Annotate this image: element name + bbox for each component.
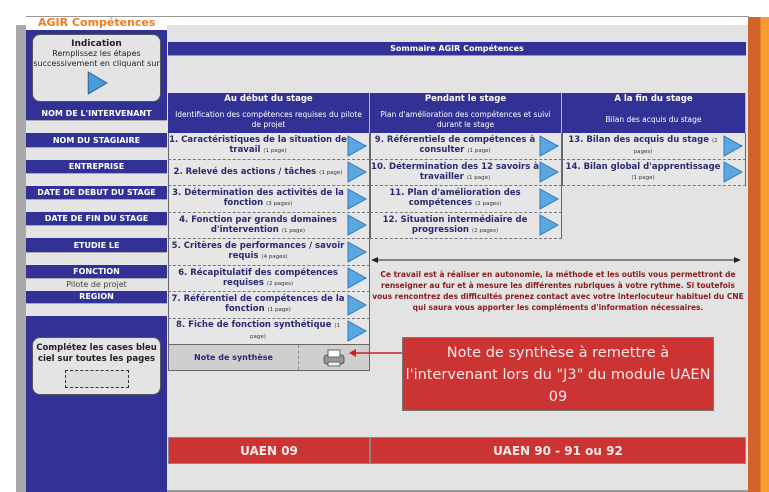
column-description: Identification des compétences requises du pilote de projet (168, 106, 370, 133)
complete-note: Complétez les cases bleu ciel sur toutes les pages (36, 343, 157, 364)
sample-input-box (65, 370, 129, 388)
summary-title: Sommaire AGIR Compétences (168, 42, 746, 56)
step-item[interactable] (370, 160, 562, 187)
main-panel (167, 25, 748, 492)
step-label: 7. Référentiel de compétences de la fonction (171, 294, 345, 315)
step-label: 10. Détermination des 12 savoirs à travailler (371, 161, 539, 182)
step-label: 2. Relevé des actions / tâches (173, 166, 317, 177)
step-label: 3. Détermination des activités de la fonction (172, 188, 344, 209)
column-header: Pendant le stage (370, 93, 562, 106)
input-etudie-le[interactable] (26, 252, 167, 265)
step-item[interactable] (168, 239, 370, 266)
go-arrow-icon[interactable] (723, 135, 743, 157)
step-pages: (1 page) (467, 148, 491, 155)
complete-note-box (32, 337, 161, 395)
uaen-09-banner: UAEN 09 (168, 437, 370, 464)
orange-stripe (748, 17, 769, 492)
input-fonction[interactable]: Pilote de projet (26, 278, 167, 291)
input-nom-du-stagiaire[interactable] (26, 147, 167, 160)
step-pages: (2 pages) (633, 137, 718, 155)
column-header: A la fin du stage (562, 93, 746, 106)
step-label: 6. Récapitulatif des compétences requises (178, 267, 338, 288)
step-item[interactable] (562, 133, 746, 160)
step-label: 12. Situation intermédiaire de progression (382, 214, 528, 235)
go-arrow-icon[interactable] (539, 188, 559, 210)
callout-note: Note de synthèse à remettre à l'intervenant lors du "J3" du module UAEN 09 (402, 337, 714, 411)
label-fonction: FONCTION (73, 267, 120, 276)
step-pages: (4 pages) (261, 254, 288, 261)
app-title: AGIR Compétences (38, 16, 156, 29)
go-arrow-icon[interactable] (347, 161, 367, 183)
label-etudie-le: ETUDIE LE (73, 241, 120, 250)
go-arrow-icon[interactable] (347, 135, 367, 157)
column-header: Au début du stage (168, 93, 370, 106)
step-item[interactable] (370, 213, 562, 240)
step-pages: (3 pages) (266, 201, 293, 208)
column-description: Plan d'amélioration des compétences et suivi durant le stage (370, 106, 562, 133)
step-label: 11. Plan d'amélioration des compétences (389, 188, 521, 209)
go-arrow-icon[interactable] (539, 161, 559, 183)
play-arrow-icon (86, 71, 108, 95)
step-pages: (2 pages) (266, 280, 293, 287)
sidebar (26, 30, 167, 492)
step-label: 4. Fonction par grands domaines d'intervention (179, 214, 337, 235)
go-arrow-icon[interactable] (347, 188, 367, 210)
input-date-de-fin-du-stage[interactable] (26, 225, 167, 238)
step-label: 13. Bilan des acquis du stage (568, 134, 709, 145)
step-label: 5. Critères de performances / savoir requis (171, 241, 345, 262)
printer-icon (321, 348, 347, 368)
step-item[interactable] (168, 186, 370, 213)
label-entreprise: ENTREPRISE (68, 162, 125, 171)
step-pages: (1 page) (281, 227, 306, 234)
go-arrow-icon[interactable] (347, 320, 367, 342)
step-item[interactable] (168, 213, 370, 240)
step-pages: (1 page) (267, 307, 291, 314)
label-nom-de-l-intervenant: NOM DE L'INTERVENANT (41, 109, 152, 118)
go-arrow-icon[interactable] (539, 214, 559, 236)
step-item[interactable] (370, 186, 562, 213)
go-arrow-icon[interactable] (347, 214, 367, 236)
step-label: 14. Bilan global d'apprentissage (565, 161, 721, 172)
info-text: Ce travail est à réaliser en autonomie, la méthode et les outils vous permettront de renseigner au fur et à mesure les différentes rubriques à votre rythme. Si toutefois vous rencontrez des difficultés prenez contact avec votre interlocuteur habituel du CNE qui saura vous apporter les compléments d'information nécessaires. (372, 270, 744, 312)
input-date-de-debut-du-stage[interactable] (26, 199, 167, 212)
column-description: Bilan des acquis du stage (562, 106, 746, 133)
go-arrow-icon[interactable] (539, 135, 559, 157)
go-arrow-icon[interactable] (347, 294, 367, 316)
indication-box (32, 34, 161, 102)
step-item[interactable] (562, 160, 746, 187)
label-region: REGION (79, 292, 114, 301)
indication-title: Indication (71, 39, 122, 49)
label-nom-du-stagiaire: NOM DU STAGIAIRE (52, 136, 141, 145)
step-pages: (2 pages) (471, 227, 499, 234)
step-pages: (1 page) (319, 169, 343, 176)
step-pages: (1 page) (250, 323, 340, 341)
indication-text: Remplissez les étapes successivement en cliquant sur (33, 49, 160, 68)
step-pages: (1 page) (466, 174, 491, 181)
go-arrow-icon[interactable] (347, 267, 367, 289)
step-item[interactable] (168, 292, 370, 319)
step-label: 9. Référentiels de compétences à consulter (374, 135, 536, 156)
input-entreprise[interactable] (26, 173, 167, 186)
note-synthese-label: Note de synthèse (169, 345, 299, 370)
step-item[interactable] (168, 133, 370, 160)
step-pages: (1 page) (631, 174, 655, 181)
label-date-de-debut-du-stage: DATE DE DEBUT DU STAGE (37, 188, 156, 197)
step-item[interactable] (168, 319, 370, 346)
note-synthese-row[interactable] (168, 344, 370, 371)
step-label: 1. Caractéristiques de la situation de travail (169, 135, 347, 156)
step-label: 8. Fiche de fonction synthétique (176, 320, 332, 331)
input-region[interactable] (26, 303, 167, 316)
go-arrow-icon[interactable] (723, 161, 743, 183)
step-item[interactable] (370, 133, 562, 160)
step-item[interactable] (168, 266, 370, 293)
step-item[interactable] (168, 160, 370, 187)
step-pages: (2 pages) (475, 201, 502, 208)
label-date-de-fin-du-stage: DATE DE FIN DU STAGE (44, 214, 149, 223)
uaen-90-banner: UAEN 90 - 91 ou 92 (370, 437, 746, 464)
double-arrow-line (371, 255, 741, 265)
input-nom-de-l-intervenant[interactable] (26, 120, 167, 133)
go-arrow-icon[interactable] (347, 241, 367, 263)
step-pages: (1 page) (263, 148, 287, 155)
left-strip (16, 25, 26, 492)
callout-arrow (349, 348, 404, 358)
